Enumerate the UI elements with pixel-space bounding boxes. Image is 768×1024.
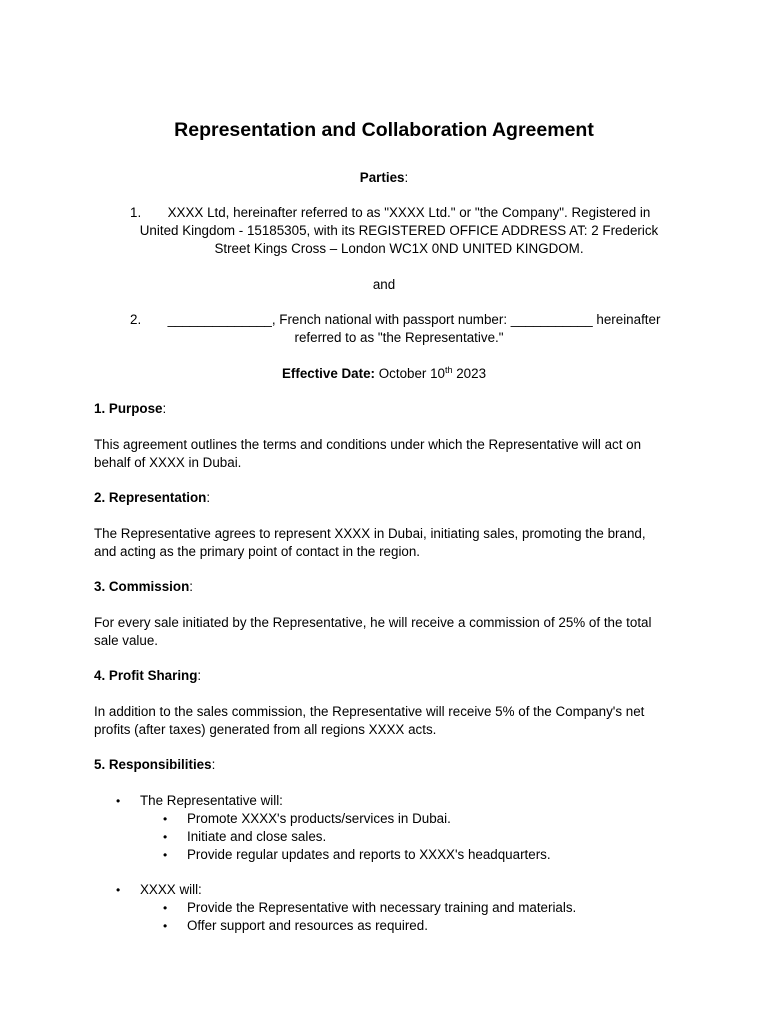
list-item	[163, 810, 451, 828]
party-1-line-2: United Kingdom - 15185305, with its REGISTERED OFFICE ADDRESS AT: 2 Frederick	[139, 223, 659, 238]
list-item	[163, 917, 428, 935]
effective-date	[0, 365, 768, 383]
company-will-label: XXXX will:	[140, 882, 202, 897]
list-item	[116, 881, 202, 899]
profit-sharing-body	[94, 703, 684, 739]
commission-heading-label: 3. Commission	[94, 579, 190, 594]
profit-sharing-line-2: profits (after taxes) generated from all regions XXXX acts.	[94, 722, 437, 737]
purpose-body	[94, 436, 684, 472]
party-1-line-1: XXXX Ltd, hereinafter referred to as "XXXX Ltd." or "the Company". Registered in	[167, 205, 651, 220]
responsibilities-heading	[94, 756, 684, 774]
party-2-line-2: referred to as "the Representative."	[294, 330, 504, 345]
bullet-icon: •	[163, 848, 168, 862]
bullet-icon: •	[163, 901, 168, 915]
representation-line-1: The Representative agrees to represent XXXX in Dubai, initiating sales, promoting the brand,	[94, 526, 646, 541]
purpose-heading-colon: :	[162, 401, 167, 416]
parties-heading-label: Parties	[359, 170, 405, 185]
effective-date-value: October 10	[378, 366, 445, 381]
representation-heading	[94, 489, 684, 507]
purpose-heading-label: 1. Purpose	[94, 401, 163, 416]
list-item	[116, 792, 283, 810]
rep-will-label: The Representative will:	[140, 793, 283, 808]
commission-heading	[94, 578, 684, 596]
representation-heading-colon: :	[206, 490, 211, 505]
parties-heading	[0, 169, 768, 187]
party-2	[130, 311, 668, 347]
company-item-2: Offer support and resources as required.	[187, 918, 428, 933]
purpose-heading	[94, 400, 684, 418]
effective-date-label: Effective Date:	[281, 366, 375, 381]
representation-line-2: and acting as the primary point of contact in the region.	[94, 544, 421, 559]
profit-sharing-heading-label: 4. Profit Sharing	[94, 668, 198, 683]
bullet-icon: •	[116, 883, 121, 897]
party-1	[130, 204, 668, 258]
effective-date-suffix: th	[444, 365, 453, 375]
responsibilities-heading-colon: :	[211, 757, 216, 772]
bullet-icon: •	[163, 830, 168, 844]
bullet-icon: •	[163, 919, 168, 933]
company-item-1: Provide the Representative with necessary training and materials.	[187, 900, 577, 915]
representation-heading-label: 2. Representation	[94, 490, 207, 505]
purpose-line-2: behalf of XXXX in Dubai.	[94, 455, 242, 470]
commission-heading-colon: :	[189, 579, 193, 594]
commission-line-2: sale value.	[94, 633, 159, 648]
responsibilities-heading-label: 5. Responsibilities	[94, 757, 212, 772]
purpose-line-1: This agreement outlines the terms and conditions under which the Representative will act on	[94, 437, 642, 452]
rep-item-1: Promote XXXX's products/services in Dubai.	[187, 811, 451, 826]
profit-sharing-heading	[94, 667, 684, 685]
profit-sharing-heading-colon: :	[197, 668, 202, 683]
party-1-line-3: Street Kings Cross – London WC1X 0ND UNITED KINGDOM.	[214, 241, 584, 256]
and-separator: and	[372, 277, 396, 292]
representation-body	[94, 525, 684, 561]
effective-date-year: 2023	[456, 366, 487, 381]
bullet-icon: •	[163, 812, 168, 826]
profit-sharing-line-1: In addition to the sales commission, the Representative will receive 5% of the Company's net	[94, 704, 645, 719]
commission-body	[94, 614, 684, 650]
list-item	[163, 828, 327, 846]
rep-item-2: Initiate and close sales.	[187, 829, 327, 844]
list-item	[163, 846, 551, 864]
document-title: Representation and Collaboration Agreement	[174, 119, 594, 141]
list-item	[163, 899, 577, 917]
party-1-number: 1.	[130, 205, 142, 220]
parties-heading-colon: :	[404, 170, 409, 185]
party-2-line-1: ______________, French national with passport number: ___________ hereinafter	[167, 312, 661, 327]
commission-line-1: For every sale initiated by the Representative, he will receive a commission of 25% of the total	[94, 615, 652, 630]
bullet-icon: •	[116, 794, 121, 808]
rep-item-3: Provide regular updates and reports to XXXX's headquarters.	[187, 847, 551, 862]
party-2-number: 2.	[130, 312, 142, 327]
